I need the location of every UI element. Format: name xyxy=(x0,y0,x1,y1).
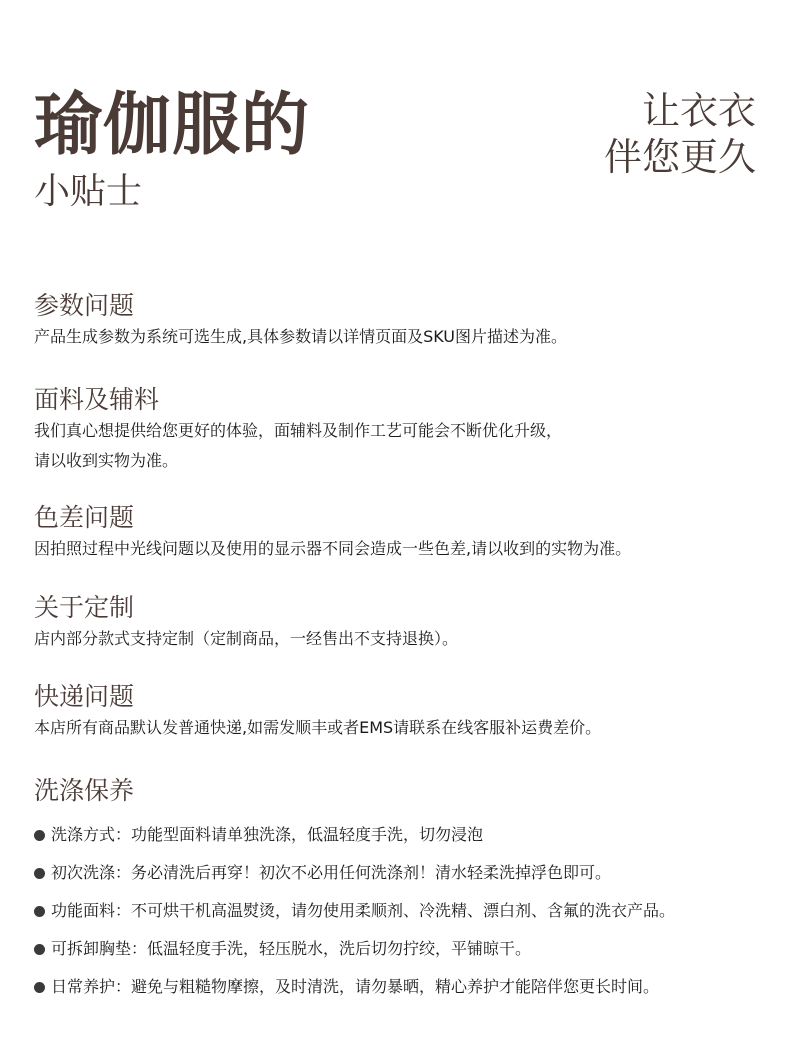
section-custom xyxy=(34,592,770,654)
section-text: 店内部分款式支持定制（定制商品，一经售出不支持退换）。 xyxy=(34,629,459,648)
section-text: 我们真心想提供给您更好的体验，面辅料及制作工艺可能会不断优化升级， xyxy=(34,421,563,440)
care-text: 可拆卸胸垫：低温轻度手洗，轻压脱水，洗后切勿拧绞，平铺晾干。 xyxy=(51,939,532,958)
page-title: 瑜伽服的 xyxy=(34,86,311,165)
care-text: 洗涤方式：功能型面料请单独洗涤，低温轻度手洗，切勿浸泡 xyxy=(51,825,484,844)
section-color-difference xyxy=(34,502,770,564)
section-shipping xyxy=(34,681,770,743)
bullet-icon xyxy=(34,906,45,917)
list-item xyxy=(34,816,770,854)
section-text: 因拍照过程中光线问题以及使用的显示器不同会造成一些色差,请以收到的实物为准。 xyxy=(34,539,632,558)
slogan-line-1: 让衣衣 xyxy=(641,89,756,133)
list-item xyxy=(34,968,770,1006)
section-title: 面料及辅料 xyxy=(34,385,160,414)
page-subtitle: 小贴士 xyxy=(34,171,143,212)
care-text: 初次洗涤：务必清洗后再穿！初次不必用任何洗涤剂！清水轻柔洗掉浮色即可。 xyxy=(51,863,612,882)
section-text: 本店所有商品默认发普通快递,如需发顺丰或者EMS请联系在线客服补运费差价。 xyxy=(34,718,602,737)
list-item xyxy=(34,892,770,930)
bullet-icon xyxy=(34,830,45,841)
section-care xyxy=(34,775,770,807)
section-title: 色差问题 xyxy=(34,503,135,532)
section-title: 快递问题 xyxy=(34,682,135,711)
bullet-icon xyxy=(34,982,45,993)
section-fabric xyxy=(34,384,770,476)
section-title: 洗涤保养 xyxy=(34,776,135,805)
list-item xyxy=(34,930,770,968)
care-text: 功能面料：不可烘干机高温熨烫，请勿使用柔顺剂、冷洗精、漂白剂、含氟的洗衣产品。 xyxy=(51,901,676,920)
care-list xyxy=(34,816,770,1006)
list-item xyxy=(34,854,770,892)
slogan xyxy=(536,88,756,180)
bullet-icon xyxy=(34,868,45,879)
section-text: 产品生成参数为系统可选生成,具体参数请以详情页面及SKU图片描述为准。 xyxy=(34,327,568,346)
bullet-icon xyxy=(34,944,45,955)
section-text: 请以收到实物为准。 xyxy=(34,451,179,470)
section-title: 关于定制 xyxy=(34,593,135,622)
section-params xyxy=(34,290,770,352)
care-text: 日常养护：避免与粗糙物摩擦，及时清洗，请勿暴晒，精心养护才能陪伴您更长时间。 xyxy=(51,977,660,996)
section-title: 参数问题 xyxy=(34,291,135,320)
slogan-line-2: 伴您更久 xyxy=(603,135,756,179)
